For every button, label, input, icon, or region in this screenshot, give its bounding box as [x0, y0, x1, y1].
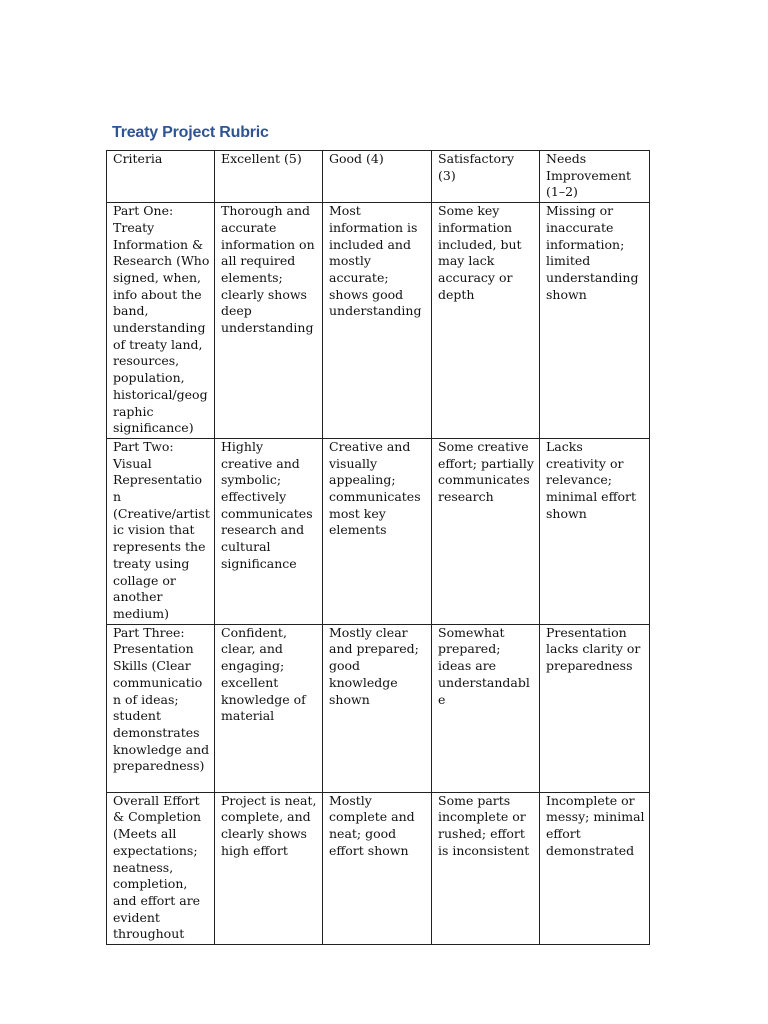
satisfactory-cell: Somewhat prepared; ideas are understandable	[432, 624, 540, 792]
satisfactory-cell: Some key information included, but may lack accuracy or depth	[432, 203, 540, 439]
needs-improvement-cell: Missing or inaccurate information; limited understanding shown	[540, 203, 650, 439]
table-row	[107, 792, 650, 944]
excellent-cell: Confident, clear, and engaging; excellent knowledge of material	[215, 624, 323, 792]
table-row	[107, 203, 650, 439]
column-header-excellent: Excellent (5)	[215, 151, 323, 203]
criteria-cell: Part Two: Visual Representation (Creative/artistic vision that represents the treaty using collage or another medium)	[107, 438, 215, 624]
good-cell: Mostly clear and prepared; good knowledge shown	[323, 624, 432, 792]
column-header-criteria: Criteria	[107, 151, 215, 203]
table-row	[107, 438, 650, 624]
criteria-cell: Part Three: Presentation Skills (Clear communication of ideas; student demonstrates knowledge and preparedness)	[107, 624, 215, 792]
good-cell: Most information is included and mostly accurate; shows good understanding	[323, 203, 432, 439]
rubric-table	[106, 150, 650, 945]
column-header-needs-improvement: Needs Improvement (1–2)	[540, 151, 650, 203]
column-header-good: Good (4)	[323, 151, 432, 203]
needs-improvement-cell: Incomplete or messy; minimal effort demonstrated	[540, 792, 650, 944]
column-header-satisfactory: Satisfactory (3)	[432, 151, 540, 203]
satisfactory-cell: Some parts incomplete or rushed; effort is inconsistent	[432, 792, 540, 944]
criteria-cell: Overall Effort & Completion (Meets all expectations; neatness, completion, and effort are evident throughout	[107, 792, 215, 944]
needs-improvement-cell: Lacks creativity or relevance; minimal effort shown	[540, 438, 650, 624]
needs-improvement-cell: Presentation lacks clarity or preparedness	[540, 624, 650, 792]
good-cell: Creative and visually appealing; communicates most key elements	[323, 438, 432, 624]
satisfactory-cell: Some creative effort; partially communicates research	[432, 438, 540, 624]
excellent-cell: Project is neat, complete, and clearly shows high effort	[215, 792, 323, 944]
table-header-row	[107, 151, 650, 203]
page-title: Treaty Project Rubric	[112, 124, 269, 141]
criteria-cell: Part One: Treaty Information & Research (Who signed, when, info about the band, understanding of treaty land, resources, population, historical/geographic significance)	[107, 203, 215, 439]
table-row	[107, 624, 650, 792]
excellent-cell: Thorough and accurate information on all required elements; clearly shows deep understanding	[215, 203, 323, 439]
good-cell: Mostly complete and neat; good effort shown	[323, 792, 432, 944]
excellent-cell: Highly creative and symbolic; effectively communicates research and cultural significance	[215, 438, 323, 624]
